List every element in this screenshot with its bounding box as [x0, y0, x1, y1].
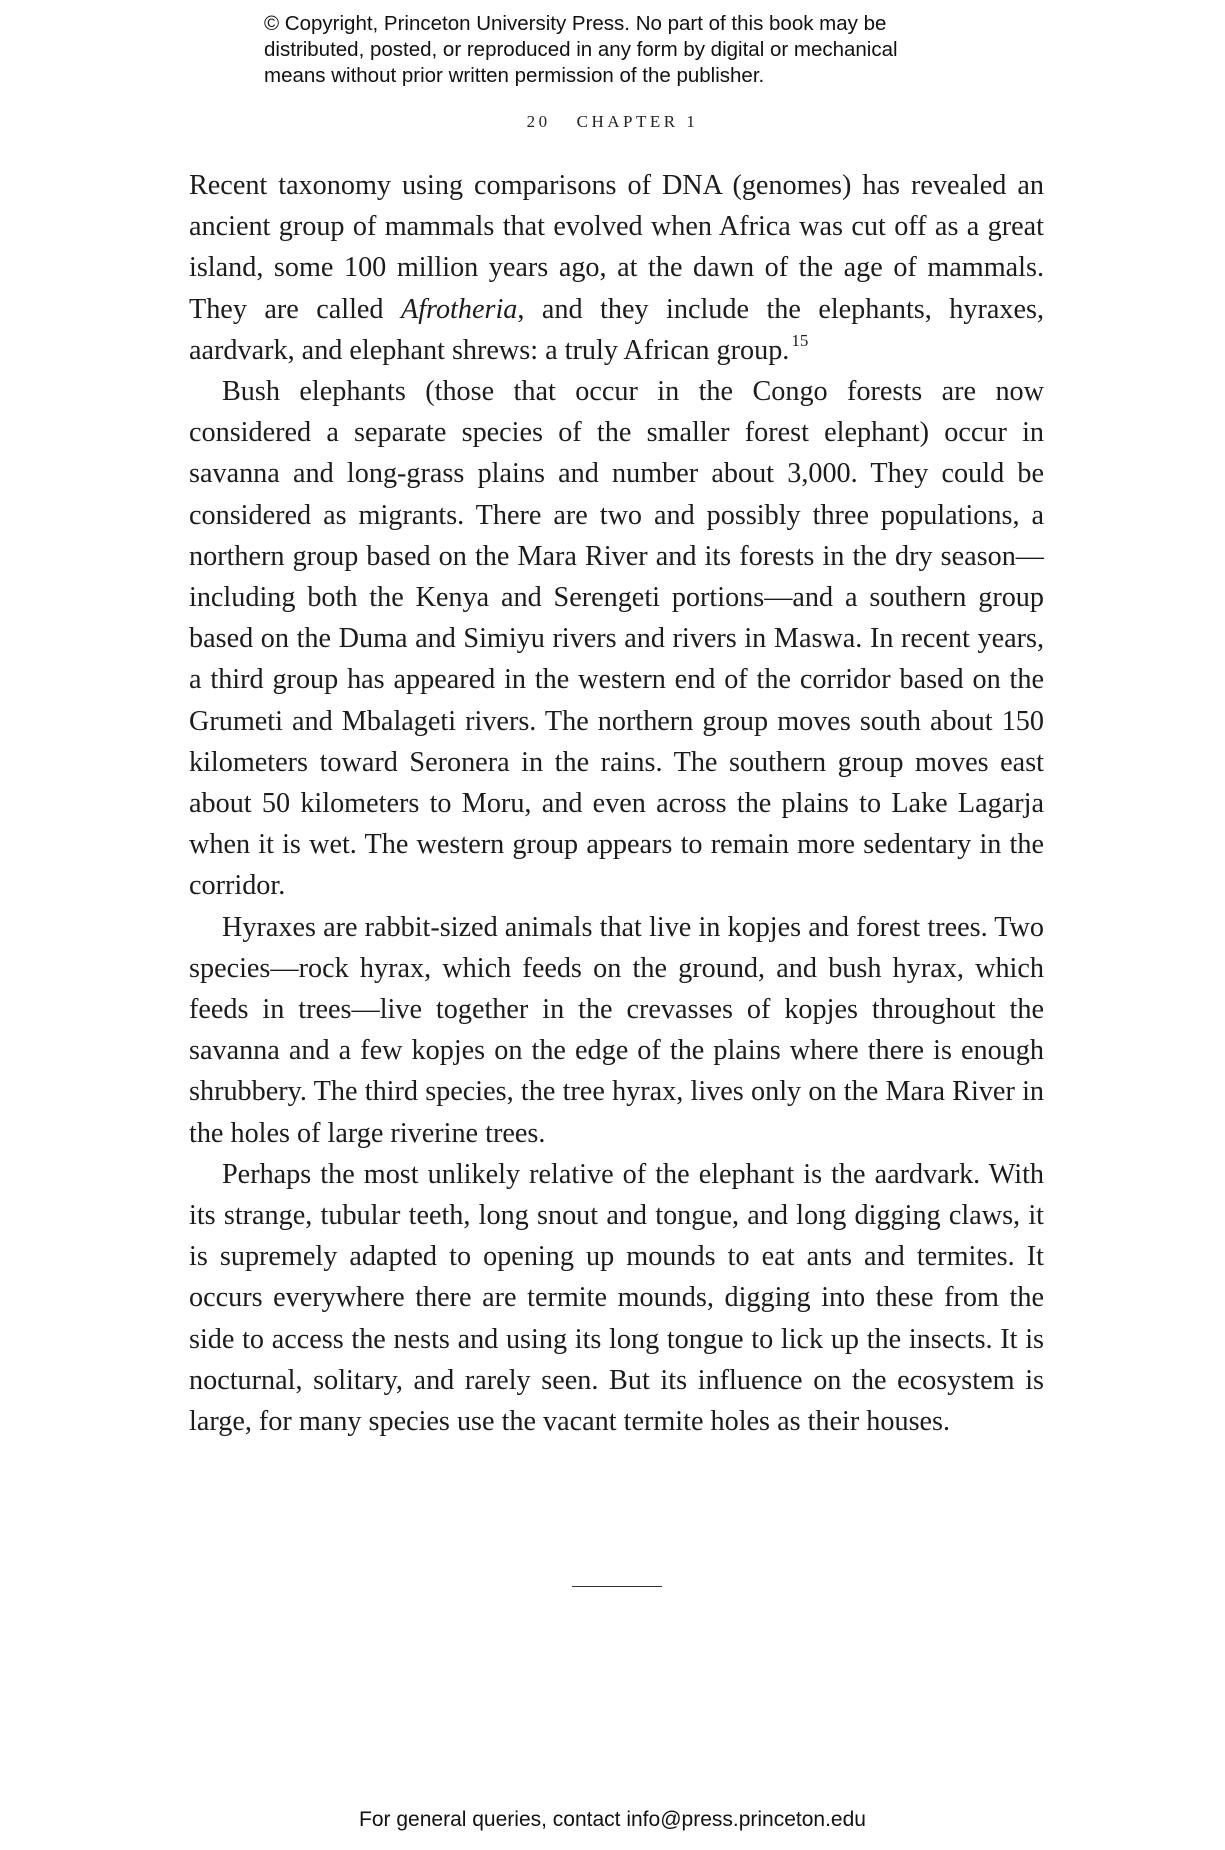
footnote-reference[interactable]: 15: [791, 331, 809, 351]
section-divider: [572, 1586, 662, 1587]
paragraph-text: , and they include the elephants, hyraxes, aardvark, and elephant shrews: a truly African group.: [189, 293, 1044, 366]
paragraph-text: Recent taxonomy using comparisons of DNA (genomes) has revealed an ancient group of mammals that evolved when Africa was cut off as a great island, some 100 million years ago, at the dawn of the age of mammals. They are called: [189, 170, 1044, 325]
chapter-label: CHAPTER 1: [576, 112, 699, 131]
contact-line: For general queries, contact info@press.princeton.edu: [359, 1808, 866, 1831]
page-number: 20: [526, 112, 551, 131]
paragraph-aardvark: Perhaps the most unlikely relative of the elephant is the aardvark. With its strange, tubular teeth, long snout and tongue, and long digging claws, it is supremely adapted to opening up mounds to eat ants and termites. It occurs everywhere there are termite mounds, digging into these from the side to access the nests and using its long tongue to lick up the insects. It is nocturnal, solitary, and rarely seen. But its influence on the ecosystem is large, for many species use the vacant termite holes as their houses.: [189, 1158, 1044, 1438]
paragraph-afrotheria: [189, 165, 1044, 371]
running-head: [0, 112, 1225, 132]
copyright-notice: © Copyright, Princeton University Press. No part of this book may be distributed, posted, or reproduced in any form by digital or mechanical means without prior written permission of the publisher.: [264, 12, 898, 87]
italic-term: Afrotheria: [400, 293, 518, 325]
paragraph-elephants: Bush elephants (those that occur in the Congo forests are now considered a separate species of the smaller forest elephant) occur in savanna and long-grass plains and number about 3,000. They could be considered as migrants. There are two and possibly three populations, a northern group based on the Mara River and its forests in the dry season—including both the Kenya and Serengeti portions—and a southern group based on the Duma and Simiyu rivers and rivers in Maswa. In recent years, a third group has appeared in the western end of the corridor based on the Grumeti and Mbalageti rivers. The northern group moves south about 150 kilometers toward Seronera in the rains. The southern group moves east about 50 kilometers to Moru, and even across the plains to Lake Lagarja when it is wet. The western group appears to remain more sedentary in the corridor.: [189, 376, 1044, 902]
paragraph-hyraxes: Hyraxes are rabbit-sized animals that live in kopjes and forest trees. Two species—rock hyrax, which feeds on the ground, and bush hyrax, which feeds in trees—live together in the crevasses of kopjes throughout the savanna and a few kopjes on the edge of the plains where there is enough shrubbery. The third species, the tree hyrax, lives only on the Mara River in the holes of large riverine trees.: [189, 911, 1044, 1149]
body-text: [189, 165, 1044, 1442]
